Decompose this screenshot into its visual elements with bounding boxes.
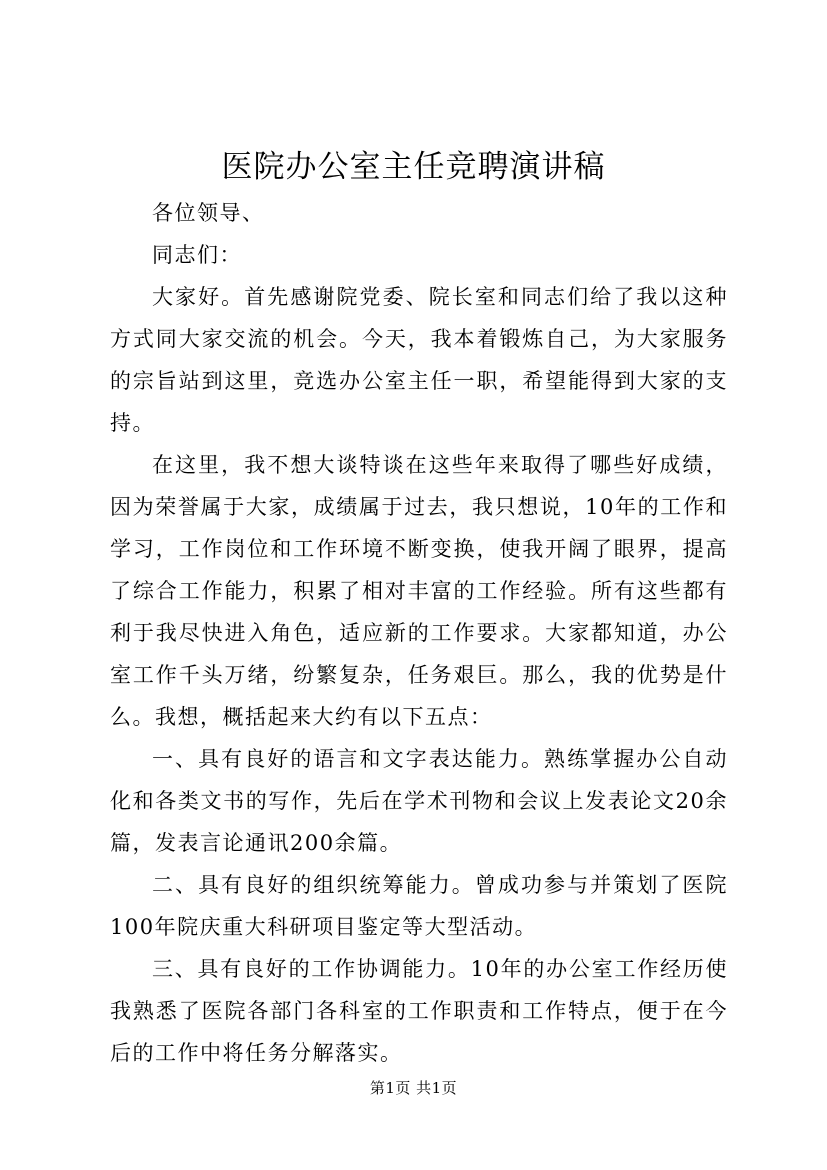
document-body [110, 192, 728, 1074]
page-footer: 第1页 共1页 [369, 1079, 458, 1097]
paragraph-experience: 在这里，我不想大谈特谈在这些年来取得了哪些好成绩，因为荣誉属于大家，成绩属于过去，我只想说，10年的工作和学习，工作岗位和工作环境不断变换，使我开阔了眼界，提高了综合工作能力，积累了相对丰富的工作经验。所有这些都有利于我尽快进入角色，适应新的工作要求。大家都知道，办公室工作千头万绪，纷繁复杂，任务艰巨。那么，我的优势是什么。我想，概括起来大约有以下五点： [110, 453, 728, 729]
paragraph-point-one: 一、具有良好的语言和文字表达能力。熟练掌握办公自动化和各类文书的写作，先后在学术刊物和会议上发表论文20余篇，发表言论通讯200余篇。 [110, 747, 728, 855]
paragraph-point-two: 二、具有良好的组织统筹能力。曾成功参与并策划了医院100年院庆重大科研项目鉴定等大型活动。 [110, 873, 728, 939]
salutation-leaders: 各位领导、 [152, 201, 265, 225]
salutation-comrades: 同志们： [152, 243, 242, 267]
paragraph-greeting: 大家好。首先感谢院党委、院长室和同志们给了我以这种方式同大家交流的机会。今天，我本着锻炼自己，为大家服务的宗旨站到这里，竞选办公室主任一职，希望能得到大家的支持。 [110, 285, 728, 435]
document-title: 医院办公室主任竞聘演讲稿 [221, 149, 606, 185]
paragraph-point-three: 三、具有良好的工作协调能力。10年的办公室工作经历使我熟悉了医院各部门各科室的工作职责和工作特点，便于在今后的工作中将任务分解落实。 [110, 957, 728, 1065]
